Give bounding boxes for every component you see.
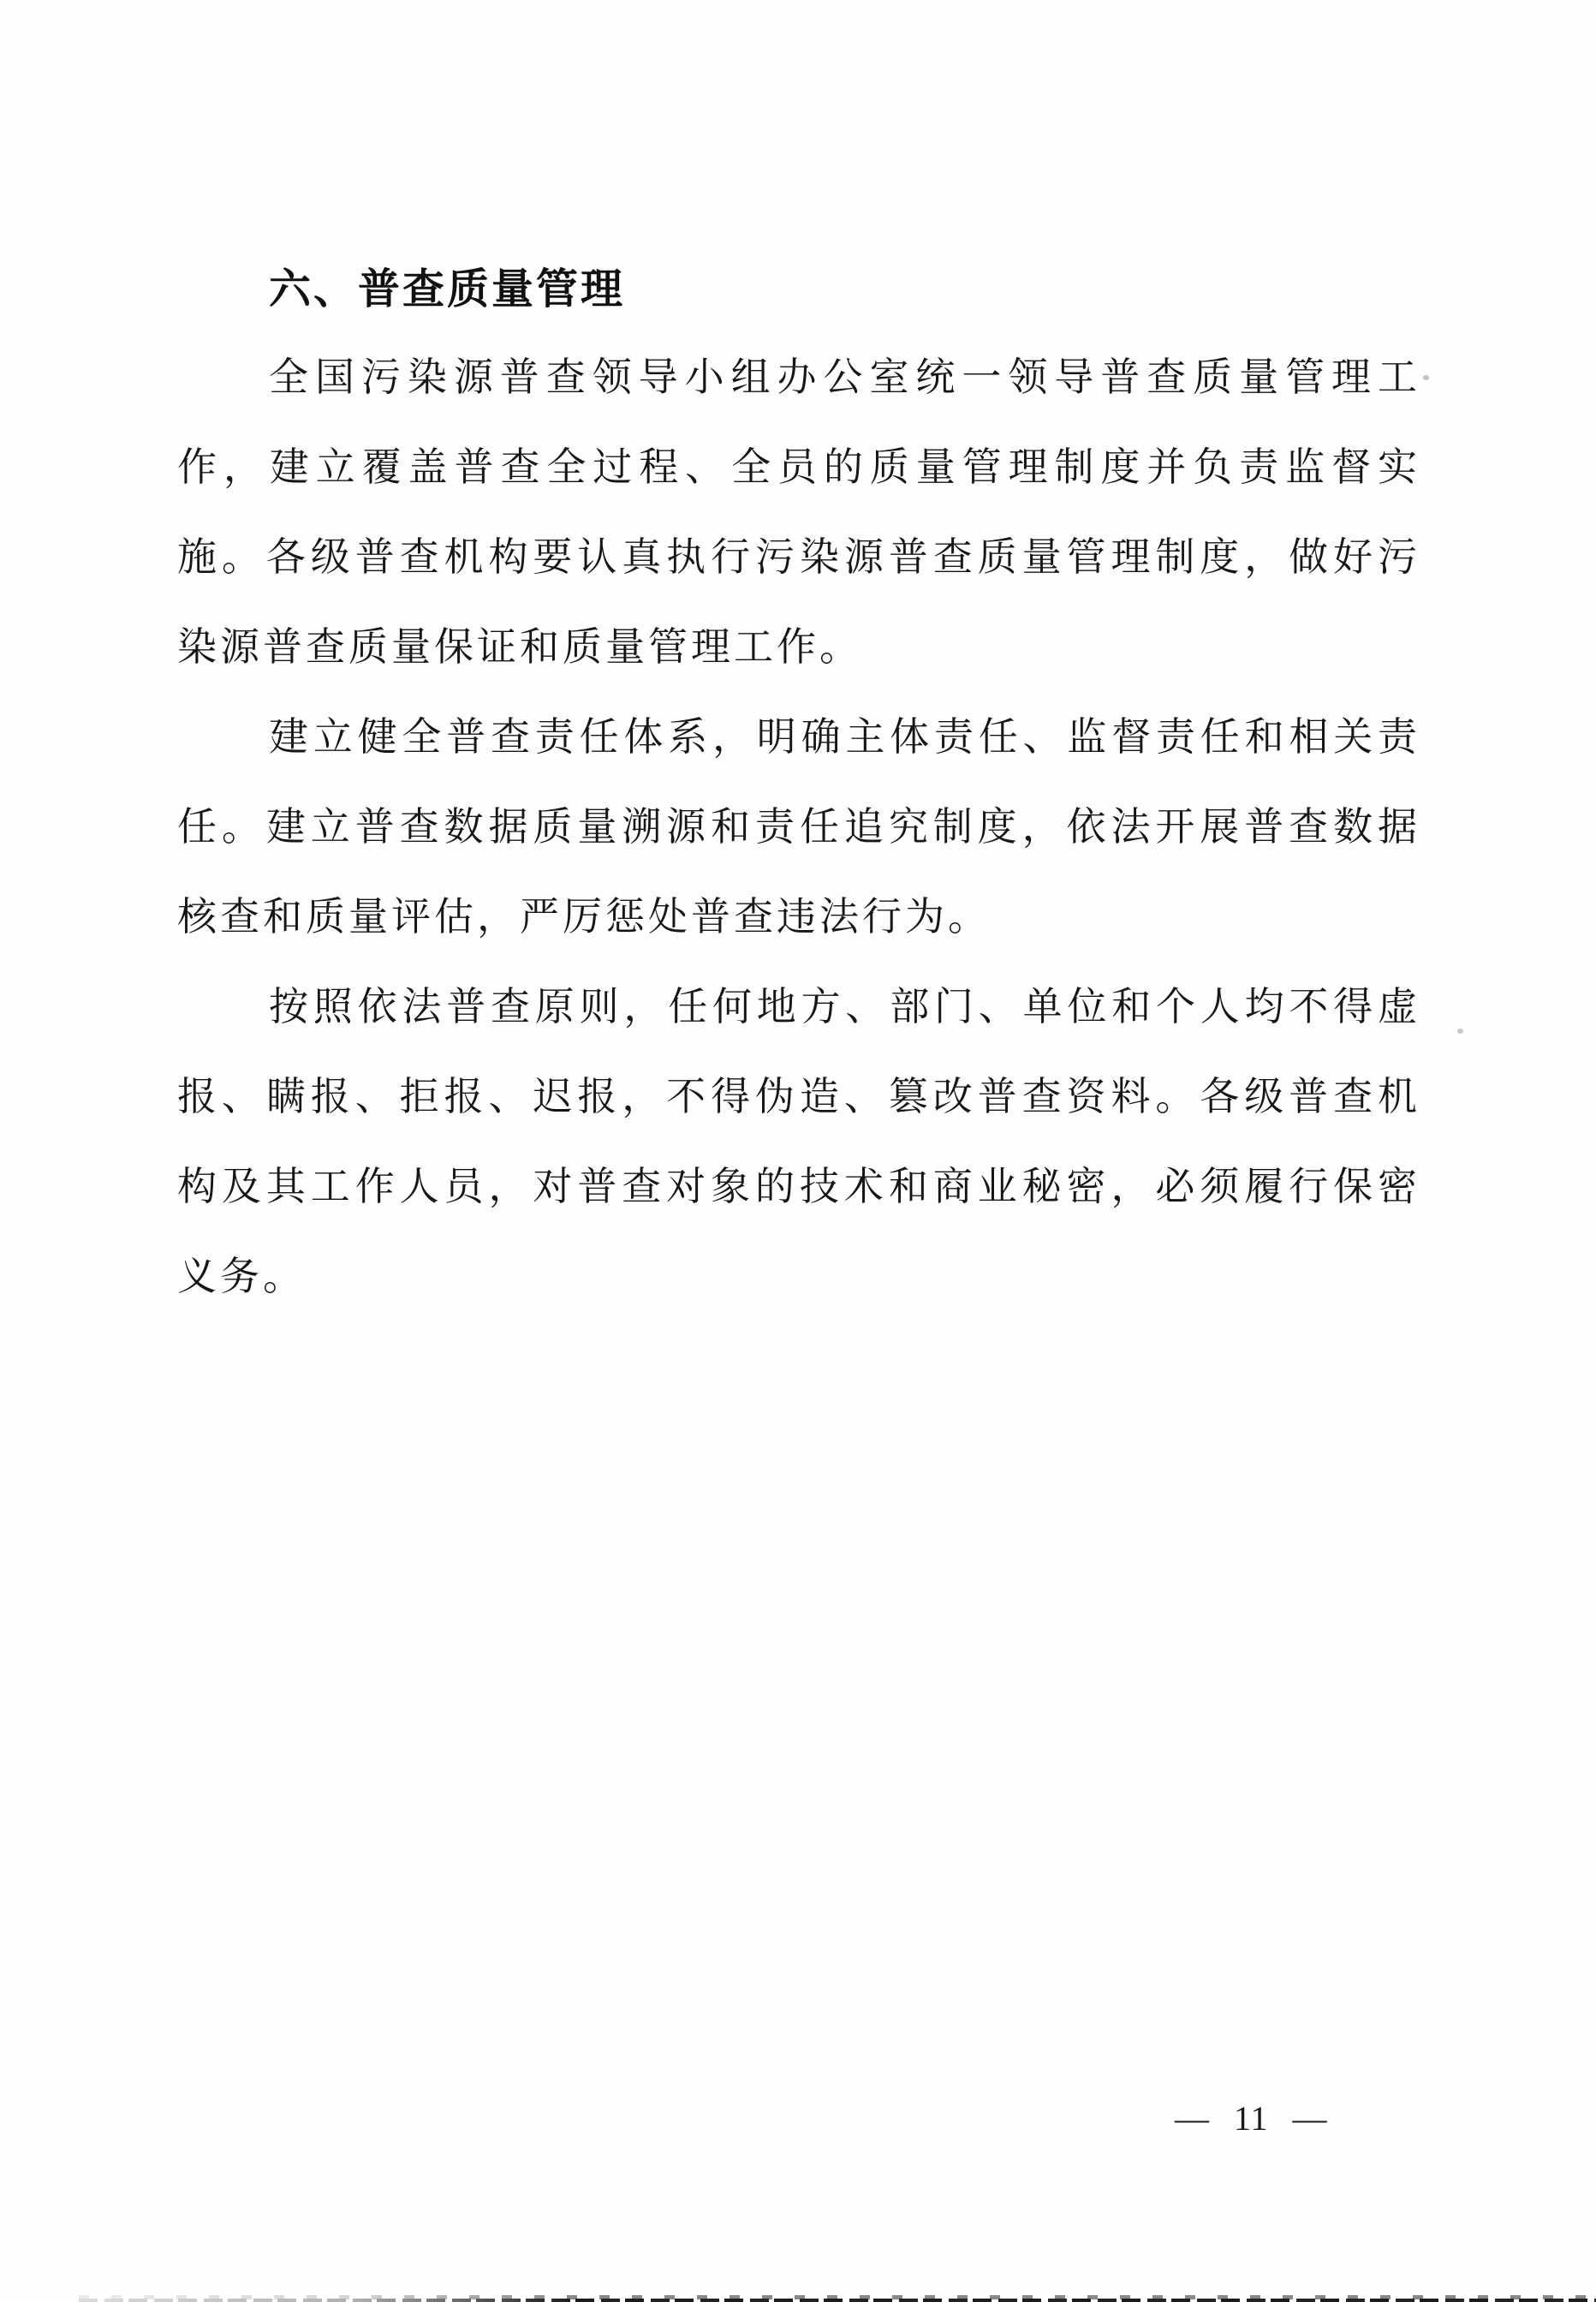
- text-line: 施。各级普查机构要认真执行污染源普查质量管理制度，做好污: [177, 535, 1420, 579]
- scan-artifact-bottom-edge: [79, 2294, 1596, 2302]
- text-line: 核查和质量评估，严厉惩处普查违法行为。: [177, 895, 991, 939]
- page-number-left-dash: —: [1175, 2098, 1210, 2138]
- text-line: 义务。: [177, 1255, 306, 1298]
- scan-speck: [1457, 1029, 1463, 1034]
- text-line: 染源普查质量保证和质量管理工作。: [177, 625, 862, 669]
- section-heading: 六、普查质量管理: [269, 265, 626, 313]
- text-line: 建立健全普查责任体系，明确主体责任、监督责任和相关责: [269, 715, 1420, 759]
- text-line: 任。建立普查数据质量溯源和责任追究制度，依法开展普查数据: [177, 805, 1420, 849]
- text-line: 构及其工作人员，对普查对象的技术和商业秘密，必须履行保密: [177, 1165, 1420, 1208]
- text-line: 按照依法普查原则，任何地方、部门、单位和个人均不得虚: [269, 985, 1420, 1029]
- page-number-right-dash: —: [1292, 2098, 1328, 2138]
- page-number: [1175, 2095, 1328, 2141]
- text-line: 报、瞒报、拒报、迟报，不得伪造、篡改普查资料。各级普查机: [177, 1075, 1420, 1118]
- scan-speck: [1423, 375, 1429, 380]
- page-number-value: 11: [1234, 2098, 1269, 2138]
- text-line: 作，建立覆盖普查全过程、全员的质量管理制度并负责监督实: [177, 445, 1420, 489]
- text-line: 全国污染源普查领导小组办公室统一领导普查质量管理工: [269, 355, 1420, 399]
- document-body: [177, 332, 1420, 1321]
